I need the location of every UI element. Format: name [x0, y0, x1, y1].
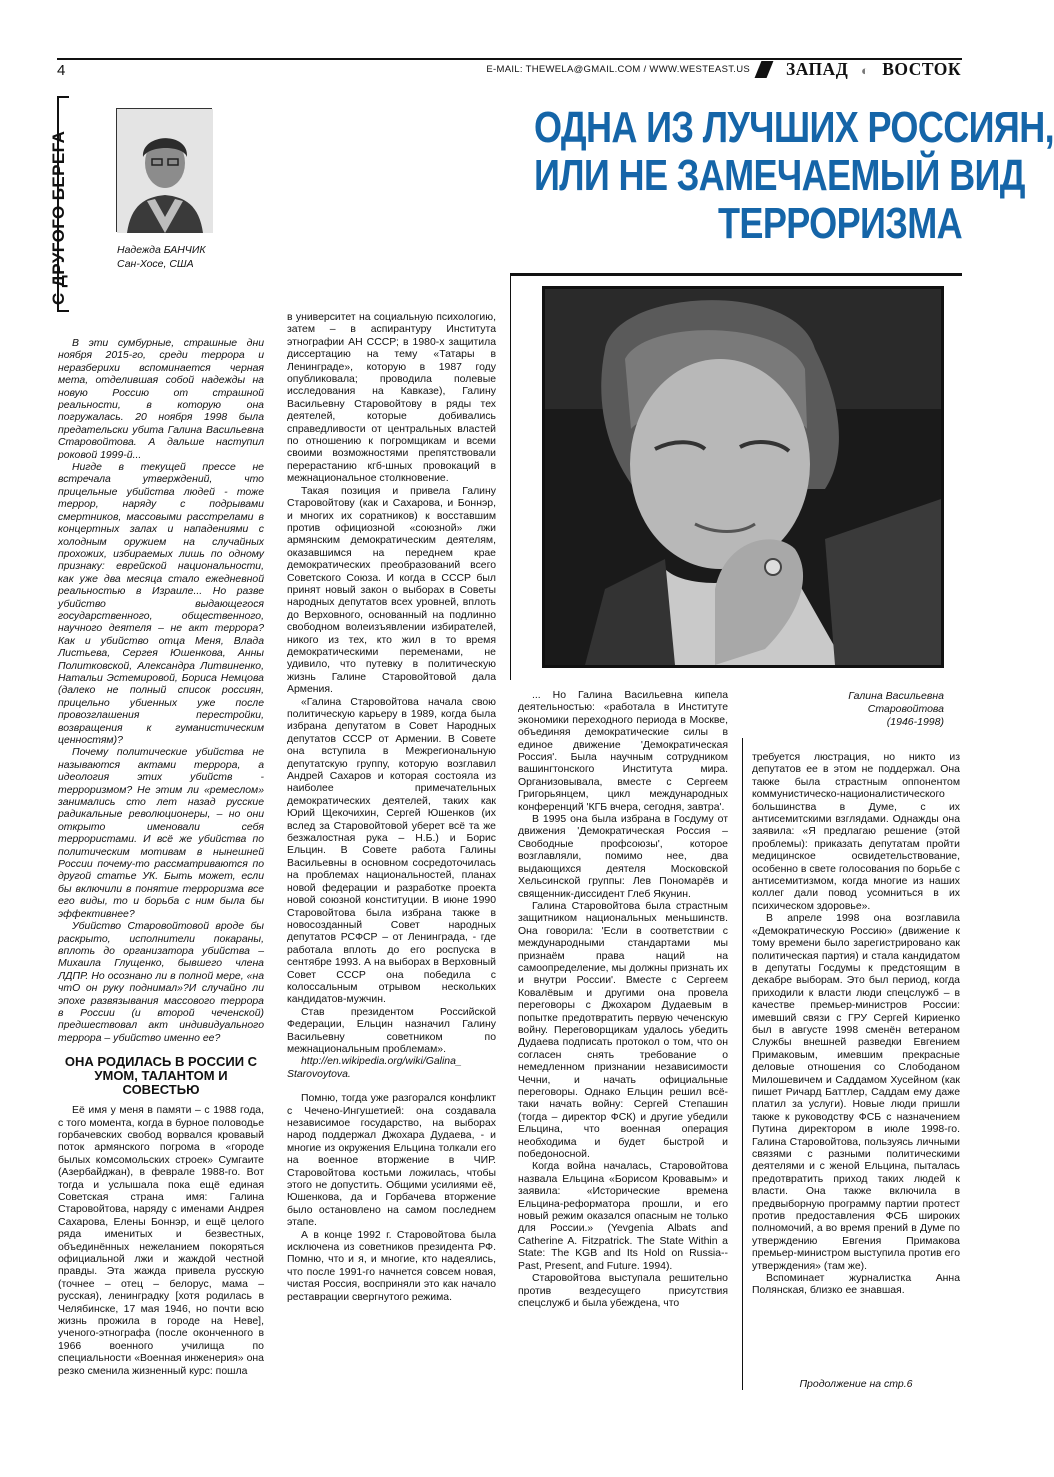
body-paragraph: Вспоминает журналистка Анна Полянская, близко ее знавшая.	[752, 1273, 960, 1297]
brand-slash	[755, 61, 774, 78]
body-paragraph: А в конце 1992 г. Старовойтова была исключена из советников президента РФ. Помню, что и я, и многие, кто надеялись, что после 1991-го начнется совсем новая, чистая Россия, восприняли это как начало реставрации свергнутого режима.	[287, 1229, 496, 1303]
headline-line: ИЛИ НЕ ЗАМЕЧАЕМЫЙ ВИД	[533, 151, 1025, 200]
lead-paragraph: Нигде в текущей прессе не встречала утверждений, что прицельные убийства людей - тоже террор, наряду с подрывами смертников, массовыми расстрелами в концертных залах и нападениями с холодным оружием на случайных прохожих, избираемых лишь по одному признаку: еврейской национальности, как уже два месяца стало ежедневной реальностью в Израиле... Но разве убийство выдающегося государственного, общественного, научного деятеля – не акт террора? Как и убийство отца Меня, Влада Листьева, Сергея Юшенкова, Анны Политковской, Александра Литвиненко, Натальи Эстемировой, Бориса Немцова (далеко не полный список россиян, прицельно убиенных уже после провозглашения перестройки, возвращения к гуманистическим ценностям)?	[58, 462, 264, 746]
contact-line: E-MAIL: THEWELA@GMAIL.COM / WWW.WESTEAST.US	[486, 64, 750, 75]
caption-line: (1946-1998)	[886, 716, 944, 728]
section-label: С ДРУГОГО БЕРЕГА	[49, 130, 68, 305]
article-column-4	[752, 752, 960, 1298]
body-paragraph: Галина Старовойтова была страстным защитником национальных меньшинств. Она говорила: 'Если в соответствии с международными стандартами мы признаём права наций на самоопределение, мы должны признать их и внутри России'. Вместе с Сергеем Ковалёвым и другими она провела переговоры с Джохаром Дудаевым в попытке предотвратить первую чеченскую войну. Переговорщикам удалось убедить Дудаева подписать протокол о том, что он согласен снять требование о немедленном признании независимости Чечни, и начать официальные переговоры. Однако Ельцин решил всё-таки начать войну: Сергей Степашин (тогда – директор ФСК) и другие убедили Ельцина, что военная операция необходима и будет быстрой и победоносной.	[518, 900, 728, 1161]
brand-right: ВОСТОК	[882, 59, 962, 79]
article-column-3	[518, 690, 728, 1310]
brand-left: ЗАПАД	[786, 59, 849, 79]
headline-line: ТЕРРОРИЗМА	[718, 199, 962, 248]
photo-caption	[790, 690, 944, 729]
lead-paragraph: В эти сумбурные, страшные дни ноября 2015-го, среди террора и неразберихи вспоминается черная мета, отделившая собой надежды на новую Россию от страшной реальности, в которую она погружалась. 20 ноября 1998 была предательски убита Галина Васильевна Старовойтова. А дальше наступил роковой 1999-й...	[58, 338, 264, 461]
author-photo	[116, 108, 212, 232]
author-name: Надежда БАНЧИК	[117, 244, 206, 256]
source-link[interactable]: http://en.wikipedia.org/wiki/Galina_ Starovoytova.	[287, 1056, 462, 1080]
article-column-2	[287, 312, 496, 1304]
article-column-1	[58, 338, 264, 1378]
body-paragraph: Став президентом Российской Федерации, Ельцин назначил Галину Васильевну советником по межнациональным проблемам».	[287, 1006, 496, 1055]
body-paragraph: ... Но Галина Васильевна кипела деятельностью: «работала в Институте экономики переходного периода в Москве, объединяя демократические силы в единое движение 'Демократическая Россия'. Была научным сотрудником вашингтонского Института мира. Организовывала, вместе с Сергеем Григорьянцем, цикл международных конференций 'КГБ вчера, сегодня, завтра'.	[518, 690, 728, 813]
body-paragraph: В апреле 1998 она возглавила «Демократическую Россию» (движение к тому времени было зарегистрировано как политическая партия) и стала кандидатом в депутаты Госдумы к предстоящим в декабре выборам. Это был период, когда приходили к власти люди спецслужб – в качестве премьер-министров России: имевший связи с ГРУ Сергей Кириенко был в августе 1998 сменён ветераном Службы внешней разведки Евгением Примаковым, имевшим прекрасные деловые отношения со Слободаном Милошевичем и Саддамом Хусейном (как пишет Ричард Баттлер, Саддам ему даже платил за услуги). Новые люди пришли также к руководству ФСБ с назначением Путина директором в июле 1998-го. Галина Старовойтова, пользуясь личными связями с разными политическими деятелями и с женой Ельцина, пыталась предотвратить приход таких людей к власти. Она также включила в предвыборную программу партии протест против предоставления ФСБ широких полномочий, а во время прений в Думе по утверждению Евгения Примакова премьер-министром выступила против его утверждения» (там же).	[752, 913, 960, 1272]
lead-paragraph: Почему политические убийства не называются актами террора, а идеология этих убийств - терроризмом? Не этим ли «ремеслом» занимались сто лет назад русские радикальные революционеры, – но они открыто именовали себя террористами. И всё же убийства по политическим мотивам в нынешней России почему-то рассматриваются по другой статье УК. Быть может, если бы включили в понятие терроризма все его виды, то и борьба с ним была бы эффективнее?	[58, 747, 264, 920]
headline-rule	[510, 273, 962, 276]
subheading: ОНА РОДИЛАСЬ В РОССИИ С УМОМ, ТАЛАНТОМ И СОВЕСТЬЮ	[64, 1054, 258, 1098]
column-divider	[510, 276, 511, 680]
body-paragraph: Такая позиция и привела Галину Старовойтову (как и Сахарова, и Боннэр, и многих их соратников) к восставшим против официозной «союзной» лжи армянским демократическим деятелям, оказавшимся на переднем крае демократических преобразований всего Советского Союза. И когда в СССР был принят новый закон о выборах в Советы народных депутатов всех уровней, вплоть до Верховного, основанный на подлинно свободном волеизъявлении избирателей, никого из тех, кто жил в то время демократическими переменами, не удивило, что путевку в политическую жизнь Галине Старовойтовой дала Армения.	[287, 485, 496, 696]
body-paragraph: Её имя у меня в памяти – с 1988 года, с того момента, когда в бурное половодье горбачевских свобод ворвался кровавый поток армянского погрома в «городе былых комсомольских строек» Сумгаите (Азербайджан), в феврале 1988-го. Вот тогда и услышала пока ещё единая Советская страна имя: Галина Старовойтова, наряду с именами Андрея Сахарова, Елены Боннэр, и ещё целого ряда именитых и безвестных, объединённых нежеланием покоряться официальной лжи и жаждой честной правды. Эта жажда привела русскую (точнее – отец – белорус, мама – русская), ленинградку [хотя родилась в Челябинске, 17 мая 1946, но почти всю жизнь прожила в городе на Неве], ученого-этнографа (после оконченного в 1966 военного училища по специальности «Военная инженерия» она резко сменила жизненный курс: пошла	[58, 1105, 264, 1377]
headline-line: ОДНА ИЗ ЛУЧШИХ РОССИЯН,	[533, 103, 1054, 152]
continued-note: Продолжение на стр.6	[799, 1378, 913, 1390]
masthead-logo	[786, 59, 961, 80]
page-number: 4	[57, 62, 66, 79]
body-paragraph: Старовойтова выступала решительно против вездесущего присутствия спецслужб и была убеждена, что	[518, 1273, 728, 1309]
caption-line: Галина Васильевна	[848, 690, 944, 702]
body-paragraph: «Галина Старовойтова начала свою политическую карьеру в 1989, когда была избрана депутатом в Совет Народных депутатов СССР от Армении. В Совете она вступила в Межрегиональную депутатскую группу, которую возглавил Андрей Сахаров и которая состояла из наиболее примечательных демократических деятелей, таких как Юрий Щекочихин, Сергей Юшенков (их вслед за Старовойтовой уберет всё та же безжалостная рука – Н.Б.) и Борис Ельцин. В Совете работа Галины Васильевны в основном сосредоточилась на проблемах национальностей, планах новой федерации и разработке проекта новой союзной конституции. В июне 1990 Старовойтова была избрана также в новосозданный Совет народных депутатов РСФСР – от Ленинграда, - где работала вплоть до его роспуска в сентябре 1993. А на выборах в Верховный Совет СССР она победила с колоссальным отрывом нескольких кандидатов-мужчин.	[287, 696, 496, 1006]
author-byline	[117, 243, 206, 271]
lead-paragraph: Убийство Старовойтовой вроде бы раскрыто, исполнители покараны, вплоть до организатора убийства – Михаила Глущенко, бывшего члена ЛДПР. Но осознано ли в полной мере, «на чтО он руку поднимал»?И случайно ли эпохе развязывания массового террора в России (и второй чеченской) предшествовал акт индивидуального террора – убийство именно ее?	[58, 921, 264, 1044]
headline	[533, 103, 1054, 248]
body-paragraph: требуется люстрация, но никто из депутатов ее в этом не поддержал. Она также была страстным оппонентом коммунистическо-националистического большинства в Думе, с их антисемитскими взглядами. Однажды она заявила: «Я предлагаю решение (этой проблемы): приказать депутатам пройти медицинское освидетельствование, особенно в свете голосования по борьбе с антисемитизмом, когда многие из наших коллег дали повод усомниться в их психическом здоровье».	[752, 752, 960, 912]
body-paragraph: в университет на социальную психологию, затем – в аспирантуру Института этнографии АН СССР; в 1980-х защитила диссертацию на тему «Татары в Ленинграде», которую в 1987 году опубликовала; проводила полевые исследования на Кавказе), Галину Васильевну Старовойтову в ряды тех деятелей, которые добивались справедливости от центральных властей по отношению к погромщикам и всеми своими возможностями препятствовали перерастанию кгб-шных провокаций в межнациональное столкновение.	[287, 312, 496, 485]
portrait-photo	[542, 286, 944, 668]
body-paragraph: В 1995 она была избрана в Госдуму от движения 'Демократическая Россия – Свободные профсоюзы', которое возглавляли, помимо нее, два выдающихся деятеля Московской Хельсинской группы: Лев Пономарёв и священник-диссидент Глеб Якунин.	[518, 814, 728, 900]
caption-line: Старовойтова	[867, 703, 944, 715]
body-paragraph: Помню, тогда уже разгорался конфликт с Чечено-Ингушетией: она создавала независимое государство, на выборах народ поддержал Джохара Дудаева, - и многие из окружения Ельцина толкали его на военное вторжение в ЧИР. Старовойтова костьми ложилась, чтобы этого не допустить. Общими усилиями её, Юшенкова, да и Горбачева вторжение было остановлено на самом последнем этапе.	[287, 1093, 496, 1229]
body-paragraph: Когда война началась, Старовойтова назвала Ельцина «Борисом Кровавым» и заявила: «Исторические времена Ельцина-реформатора прошли, и его новый режим оказался опасным не только для России.» (Yevgenia Albats and Catherine A. Fitzpatrick. The State Within a State: The KGB and Its Hold on Russia--Past, Present, and Future. 1994).	[518, 1161, 728, 1272]
column-divider	[742, 738, 743, 1390]
globe-icon: ◐	[861, 63, 870, 78]
author-location: Сан-Хосе, США	[117, 258, 194, 270]
